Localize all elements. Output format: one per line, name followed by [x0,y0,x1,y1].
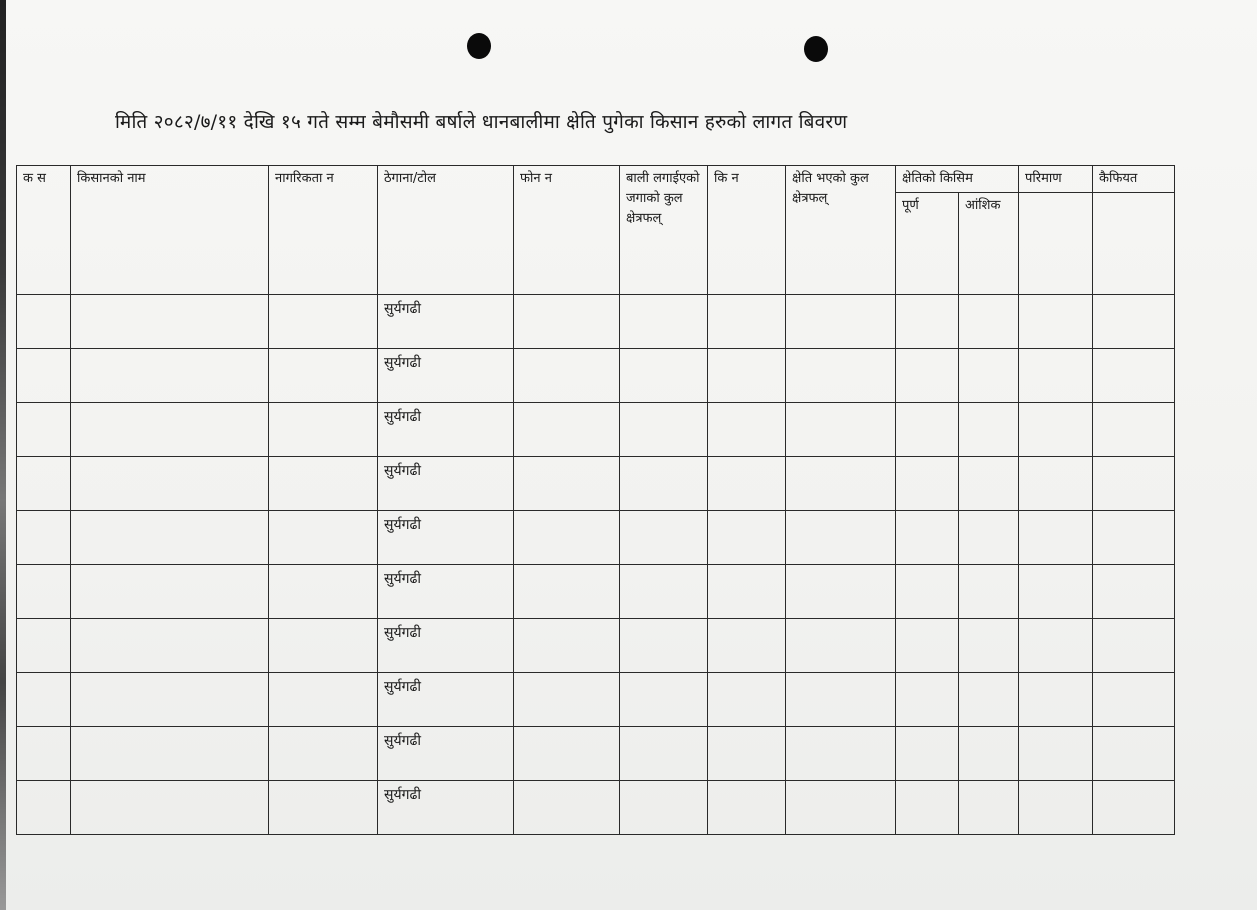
header-remarks: कैफियत [1093,166,1175,193]
cell-serial [17,565,71,619]
cell-crop-area [620,295,708,349]
cell-quantity [1019,457,1093,511]
cell-damage-full [896,781,959,835]
cell-citizenship [269,295,378,349]
cell-damage-partial [959,727,1019,781]
cell-damaged-area [786,457,896,511]
cell-damage-partial [959,619,1019,673]
cell-damage-partial [959,457,1019,511]
cell-phone [514,403,620,457]
header-quantity: परिमाण [1019,166,1093,193]
cell-crop-area [620,511,708,565]
header-serial: क स [17,166,71,295]
cell-damaged-area [786,673,896,727]
cell-farmer-name [71,619,269,673]
cell-farmer-name [71,349,269,403]
cell-remarks [1093,727,1175,781]
cell-damage-partial [959,565,1019,619]
table-row [17,403,1175,457]
cell-quantity [1019,727,1093,781]
cell-crop-area [620,619,708,673]
header-damaged-area: क्षेति भएको कुल क्षेत्रफल् [786,166,896,295]
cell-crop-area [620,565,708,619]
punch-hole-right [804,36,828,62]
cell-crop-area [620,457,708,511]
cell-serial [17,511,71,565]
cell-damage-full [896,349,959,403]
cell-quantity [1019,295,1093,349]
cell-damage-full [896,403,959,457]
cell-plot-no [708,457,786,511]
table-row [17,565,1175,619]
cell-phone [514,673,620,727]
table-row [17,619,1175,673]
cell-citizenship [269,565,378,619]
cell-damage-partial [959,781,1019,835]
table-row [17,457,1175,511]
cell-farmer-name [71,457,269,511]
table-row [17,511,1175,565]
cell-farmer-name [71,511,269,565]
table-row [17,727,1175,781]
table-row [17,295,1175,349]
cell-crop-area [620,349,708,403]
cell-damage-full [896,565,959,619]
cell-remarks [1093,781,1175,835]
document-title: मिति २०८२/७/११ देखि १५ गते सम्म बेमौसमी बर्षाले धानबालीमा क्षेति पुगेका किसान हरुको लागत बिवरण [115,111,848,133]
cell-damaged-area [786,403,896,457]
cell-address: सुर्यगढी [378,457,514,511]
cell-farmer-name [71,673,269,727]
cell-address: सुर्यगढी [378,673,514,727]
cell-serial [17,727,71,781]
cell-farmer-name [71,295,269,349]
cell-damaged-area [786,349,896,403]
cell-phone [514,511,620,565]
cell-quantity [1019,403,1093,457]
cell-quantity [1019,565,1093,619]
header-crop-area: बाली लगाईएको जगाको कुल क्षेत्रफल् [620,166,708,295]
cell-damaged-area [786,565,896,619]
cell-citizenship [269,403,378,457]
cell-plot-no [708,511,786,565]
cell-damage-partial [959,673,1019,727]
cell-quantity [1019,619,1093,673]
cell-remarks [1093,403,1175,457]
cell-damage-full [896,619,959,673]
cell-damaged-area [786,727,896,781]
cell-remarks [1093,295,1175,349]
cell-address: सुर्यगढी [378,403,514,457]
cell-citizenship [269,727,378,781]
header-citizenship: नागरिकता न [269,166,378,295]
header-plot-no: कि न [708,166,786,295]
cell-plot-no [708,727,786,781]
header-damage-full: पूर्ण [896,193,959,295]
cell-phone [514,565,620,619]
cell-phone [514,457,620,511]
cell-damage-full [896,457,959,511]
cell-remarks [1093,349,1175,403]
cell-crop-area [620,673,708,727]
header-phone: फोन न [514,166,620,295]
farmer-loss-table [16,165,1175,835]
cell-plot-no [708,295,786,349]
cell-damage-full [896,673,959,727]
cell-phone [514,781,620,835]
punch-hole-left [467,33,491,59]
cell-damage-partial [959,349,1019,403]
cell-plot-no [708,781,786,835]
cell-farmer-name [71,727,269,781]
cell-crop-area [620,727,708,781]
cell-phone [514,295,620,349]
cell-damage-partial [959,295,1019,349]
table-body [17,295,1175,835]
cell-quantity [1019,349,1093,403]
cell-plot-no [708,403,786,457]
cell-damaged-area [786,295,896,349]
header-damage-type: क्षेतिको किसिम [896,166,1019,193]
cell-serial [17,781,71,835]
table-row [17,673,1175,727]
cell-address: सुर्यगढी [378,565,514,619]
cell-damage-full [896,511,959,565]
cell-damaged-area [786,781,896,835]
cell-phone [514,619,620,673]
cell-citizenship [269,349,378,403]
cell-address: सुर्यगढी [378,619,514,673]
cell-phone [514,349,620,403]
header-quantity-blank [1019,193,1093,295]
cell-plot-no [708,349,786,403]
cell-citizenship [269,673,378,727]
cell-serial [17,457,71,511]
header-damage-partial: आंशिक [959,193,1019,295]
cell-damaged-area [786,511,896,565]
cell-quantity [1019,673,1093,727]
cell-remarks [1093,511,1175,565]
cell-serial [17,673,71,727]
cell-phone [514,727,620,781]
cell-farmer-name [71,403,269,457]
cell-damage-full [896,727,959,781]
cell-plot-no [708,673,786,727]
cell-quantity [1019,781,1093,835]
cell-citizenship [269,457,378,511]
cell-damage-full [896,295,959,349]
scan-edge-shadow [0,0,6,910]
cell-serial [17,403,71,457]
cell-address: सुर्यगढी [378,349,514,403]
header-address: ठेगाना/टोल [378,166,514,295]
cell-farmer-name [71,565,269,619]
header-farmer-name: किसानको नाम [71,166,269,295]
cell-citizenship [269,781,378,835]
cell-remarks [1093,565,1175,619]
cell-farmer-name [71,781,269,835]
cell-address: सुर्यगढी [378,727,514,781]
cell-citizenship [269,619,378,673]
cell-address: सुर्यगढी [378,511,514,565]
cell-damage-partial [959,511,1019,565]
cell-damage-partial [959,403,1019,457]
cell-remarks [1093,619,1175,673]
cell-citizenship [269,511,378,565]
cell-remarks [1093,457,1175,511]
cell-plot-no [708,619,786,673]
cell-crop-area [620,781,708,835]
cell-quantity [1019,511,1093,565]
cell-damaged-area [786,619,896,673]
header-row [17,166,1175,193]
header-remarks-blank [1093,193,1175,295]
table-row [17,349,1175,403]
cell-serial [17,619,71,673]
cell-remarks [1093,673,1175,727]
table-row [17,781,1175,835]
cell-serial [17,295,71,349]
cell-address: सुर्यगढी [378,295,514,349]
cell-crop-area [620,403,708,457]
cell-serial [17,349,71,403]
cell-address: सुर्यगढी [378,781,514,835]
cell-plot-no [708,565,786,619]
